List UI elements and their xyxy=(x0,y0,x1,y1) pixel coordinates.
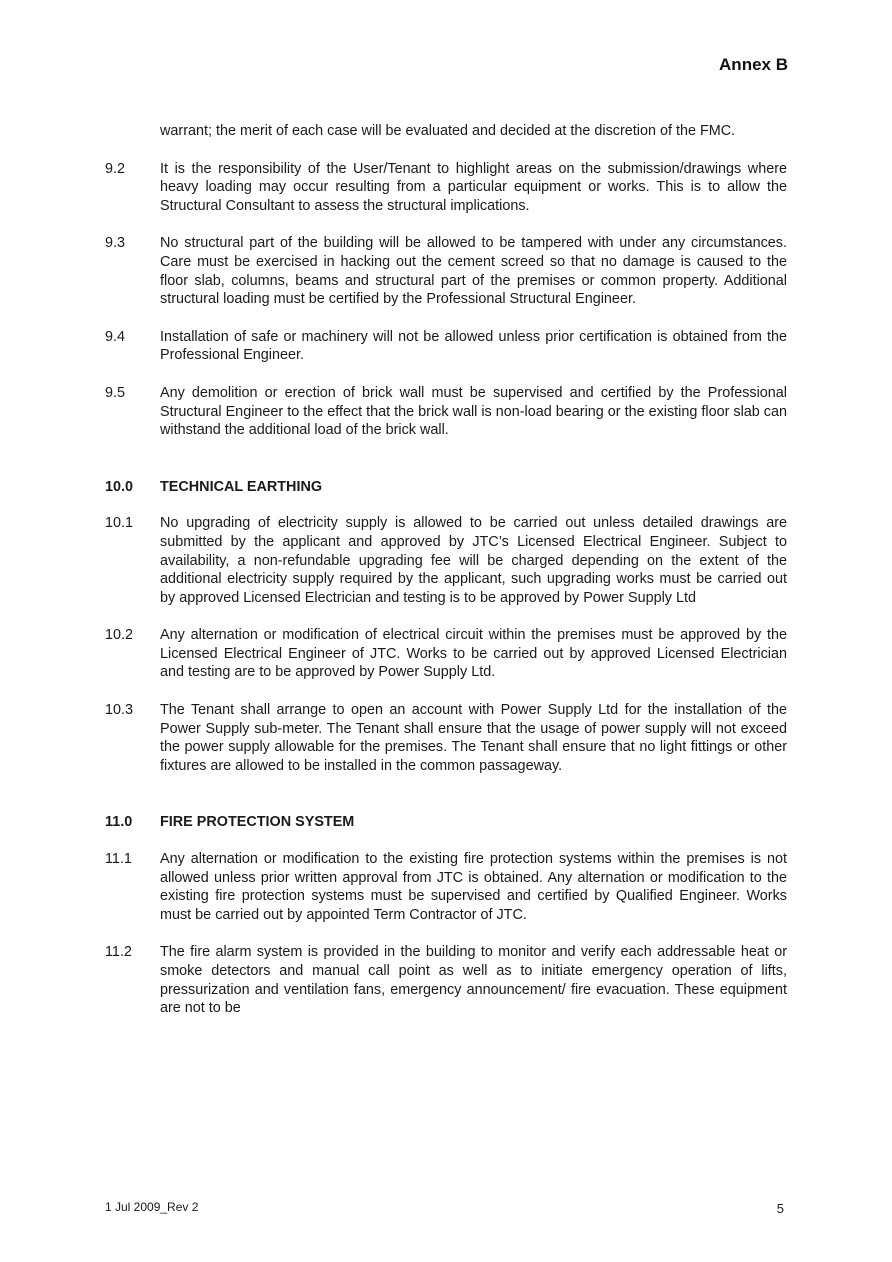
section-number: 11.0 xyxy=(105,814,133,831)
clause-11-2 xyxy=(105,943,787,1017)
clause-9-5 xyxy=(105,384,787,440)
footer-revision: 1 Jul 2009_Rev 2 xyxy=(105,1200,199,1214)
clause-text: Any demolition or erection of brick wall must be supervised and certified by the Professional Structural Engineer to the effect that the brick wall is non-load bearing or the existing floor slab can withstand the additional load of the brick wall. xyxy=(160,384,787,439)
clause-number: 10.1 xyxy=(105,515,134,532)
clause-number: 9.5 xyxy=(105,384,126,401)
section-heading-11 xyxy=(105,813,787,832)
clause-text: The Tenant shall arrange to open an account with Power Supply Ltd for the installation of the Power Supply sub-meter. The Tenant shall ensure that the usage of power supply will not exceed the power supply allowable for the premises. The Tenant shall ensure that no light fittings or other fixtures are allowed to be installed in the common passageway. xyxy=(160,702,787,774)
clause-11-1 xyxy=(105,850,787,924)
continuation-paragraph xyxy=(105,122,787,141)
section-title: TECHNICAL EARTHING xyxy=(160,478,323,495)
clause-number: 9.3 xyxy=(105,235,126,252)
clause-number: 9.2 xyxy=(105,160,126,177)
clause-text: No upgrading of electricity supply is allowed to be carried out unless detailed drawings are submitted by the applicant and approved by JTC’s Licensed Electrical Engineer. Subject to availability, a non-refundable upgrading fee will be charged depending on the extent of the additional electricity supply required by the applicant, such upgrading works must be carried out by approved Licensed Electrician and testing is to be approved by Power Supply Ltd xyxy=(160,515,787,606)
clause-text: No structural part of the building will be allowed to be tampered with under any circumstances. Care must be exercised in hacking out the cement screed so that no damage is caused to the floor slab, columns, beams and structural part of the premises or common property. Additional structural loading must be certified by the Professional Structural Engineer. xyxy=(160,235,787,308)
clause-number: 10.3 xyxy=(105,702,134,719)
clause-9-4 xyxy=(105,328,787,365)
section-title: FIRE PROTECTION SYSTEM xyxy=(160,814,355,831)
clause-number: 11.2 xyxy=(105,944,132,961)
annex-label: Annex B xyxy=(719,55,788,74)
clause-10-1 xyxy=(105,514,787,607)
clause-9-3 xyxy=(105,234,787,308)
clause-number: 11.1 xyxy=(105,851,132,868)
clause-text: Any alternation or modification of electrical circuit within the premises must be approved by the Licensed Electrical Engineer of JTC. Works to be carried out by approved Licensed Electrician and testing are to be approved by Power Supply Ltd. xyxy=(160,627,787,681)
clause-10-2 xyxy=(105,626,787,682)
clause-10-3 xyxy=(105,701,787,775)
clause-text: It is the responsibility of the User/Tenant to highlight areas on the submission/drawings where heavy loading may occur resulting from a particular equipment or works. This is to allow the Structural Consultant to assess the structural implications. xyxy=(160,160,787,214)
section-number: 10.0 xyxy=(105,478,134,495)
clause-text: Installation of safe or machinery will not be allowed unless prior certification is obtained from the Professional Engineer. xyxy=(160,328,787,364)
clause-text: Any alternation or modification to the existing fire protection systems within the premises is not allowed unless prior written approval from JTC is obtained. Any alternation or modification to the existing fire protection systems must be supervised and certified by Qualified Engineer. Works must be carried out by appointed Term Contractor of JTC. xyxy=(160,851,787,923)
clause-number: 10.2 xyxy=(105,627,134,644)
clause-text: warrant; the merit of each case will be evaluated and decided at the discretion of the FMC. xyxy=(160,123,736,139)
section-heading-10 xyxy=(105,478,787,497)
document-body xyxy=(105,122,787,1037)
clause-number: 9.4 xyxy=(105,328,126,345)
clause-text: The fire alarm system is provided in the building to monitor and verify each addressable heat or smoke detectors and manual call point as well as to initiate emergency operation of lifts, pressurization and ventilation fans, emergency announcement/ fire evacuation. These equipment are not to be xyxy=(160,944,787,1017)
clause-9-2 xyxy=(105,160,787,216)
page-number: 5 xyxy=(776,1201,784,1216)
